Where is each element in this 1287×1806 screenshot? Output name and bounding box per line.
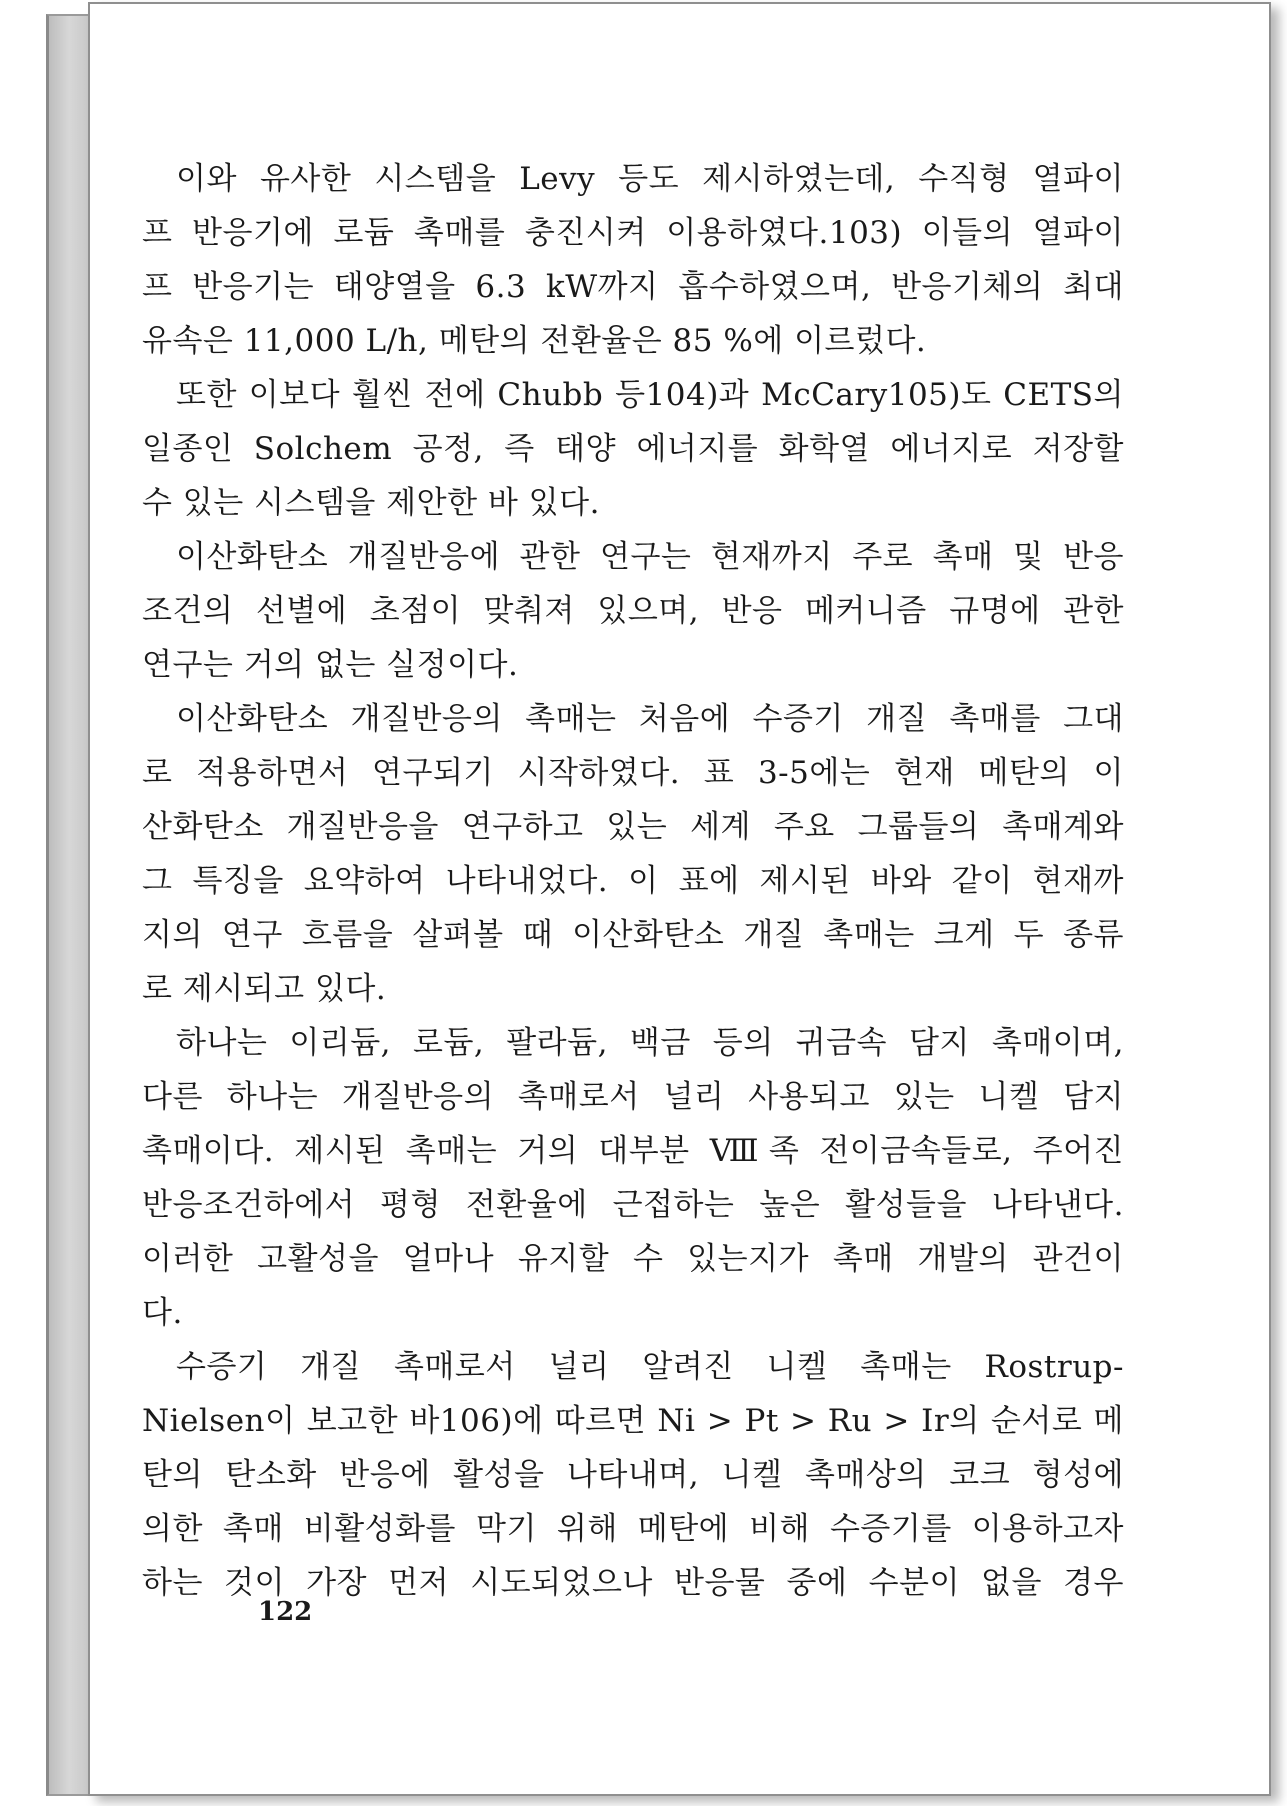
text-line: 이와 유사한 시스템을 Levy 등도 제시하였는데, 수직형 열파이 [176,161,1124,197]
text-line: 연구는 거의 없는 실정이다. [142,647,519,683]
paragraph-5 [142,1016,1124,1340]
paragraph-2 [142,368,1124,530]
text-line: 수증기 개질 촉매로서 널리 알려진 니켈 촉매는 Rostrup- [176,1349,1124,1385]
text-line: 일종인 Solchem 공정, 즉 태양 에너지를 화학열 에너지로 저장할 [142,431,1124,467]
text-line: 이산화탄소 개질반응에 관한 연구는 현재까지 주로 촉매 및 반응 [176,539,1124,575]
paragraph-6 [142,1340,1124,1610]
body-text [142,152,1124,1610]
text-line: 프 반응기에 로듐 촉매를 충진시켜 이용하였다.103) 이들의 열파이 [142,215,1124,251]
text-line: 지의 연구 흐름을 살펴볼 때 이산화탄소 개질 촉매는 크게 두 종류 [142,917,1124,953]
text-line: 유속은 11,000 L/h, 메탄의 전환율은 85 %에 이르렀다. [142,323,927,359]
text-line: 하는 것이 가장 먼저 시도되었으나 반응물 중에 수분이 없을 경우 [142,1565,1124,1601]
text-line: 조건의 선별에 초점이 맞춰져 있으며, 반응 메커니즘 규명에 관한 [142,593,1124,629]
text-line: 의한 촉매 비활성화를 막기 위해 메탄에 비해 수증기를 이용하고자 [142,1511,1124,1547]
text-line: 로 제시되고 있다. [142,971,387,1007]
page-number: 122 [258,1597,313,1627]
text-line: 다른 하나는 개질반응의 촉매로서 널리 사용되고 있는 니켈 담지 [142,1079,1124,1115]
text-line: 촉매이다. 제시된 촉매는 거의 대부분 Ⅷ족 전이금속들로, 주어진 [142,1133,1124,1169]
text-line: 하나는 이리듐, 로듐, 팔라듐, 백금 등의 귀금속 담지 촉매이며, [176,1025,1124,1061]
text-line: 다. [142,1295,183,1331]
text-line: 프 반응기는 태양열을 6.3 kW까지 흡수하였으며, 반응기체의 최대 [142,269,1124,305]
text-line: 산화탄소 개질반응을 연구하고 있는 세계 주요 그룹들의 촉매계와 [142,809,1124,845]
paragraph-4 [142,692,1124,1016]
text-line: 탄의 탄소화 반응에 활성을 나타내며, 니켈 촉매상의 코크 형성에 [142,1457,1124,1493]
text-line: 수 있는 시스템을 제안한 바 있다. [142,485,600,521]
paragraph-1 [142,152,1124,368]
text-line: 그 특징을 요약하여 나타내었다. 이 표에 제시된 바와 같이 현재까 [142,863,1124,899]
text-line: 반응조건하에서 평형 전환율에 근접하는 높은 활성들을 나타낸다. [142,1187,1124,1223]
text-line: 로 적용하면서 연구되기 시작하였다. 표 3-5에는 현재 메탄의 이 [142,755,1124,791]
text-line: 이러한 고활성을 얼마나 유지할 수 있는지가 촉매 개발의 관건이 [142,1241,1124,1277]
paragraph-3 [142,530,1124,692]
text-line: 이산화탄소 개질반응의 촉매는 처음에 수증기 개질 촉매를 그대 [176,701,1124,737]
text-line: Nielsen이 보고한 바106)에 따르면 Ni > Pt > Ru > Ir의 순서로 메 [142,1403,1124,1439]
book-page-edge [46,14,94,1796]
text-line: 또한 이보다 훨씬 전에 Chubb 등104)과 McCary105)도 CETS의 [176,377,1124,413]
